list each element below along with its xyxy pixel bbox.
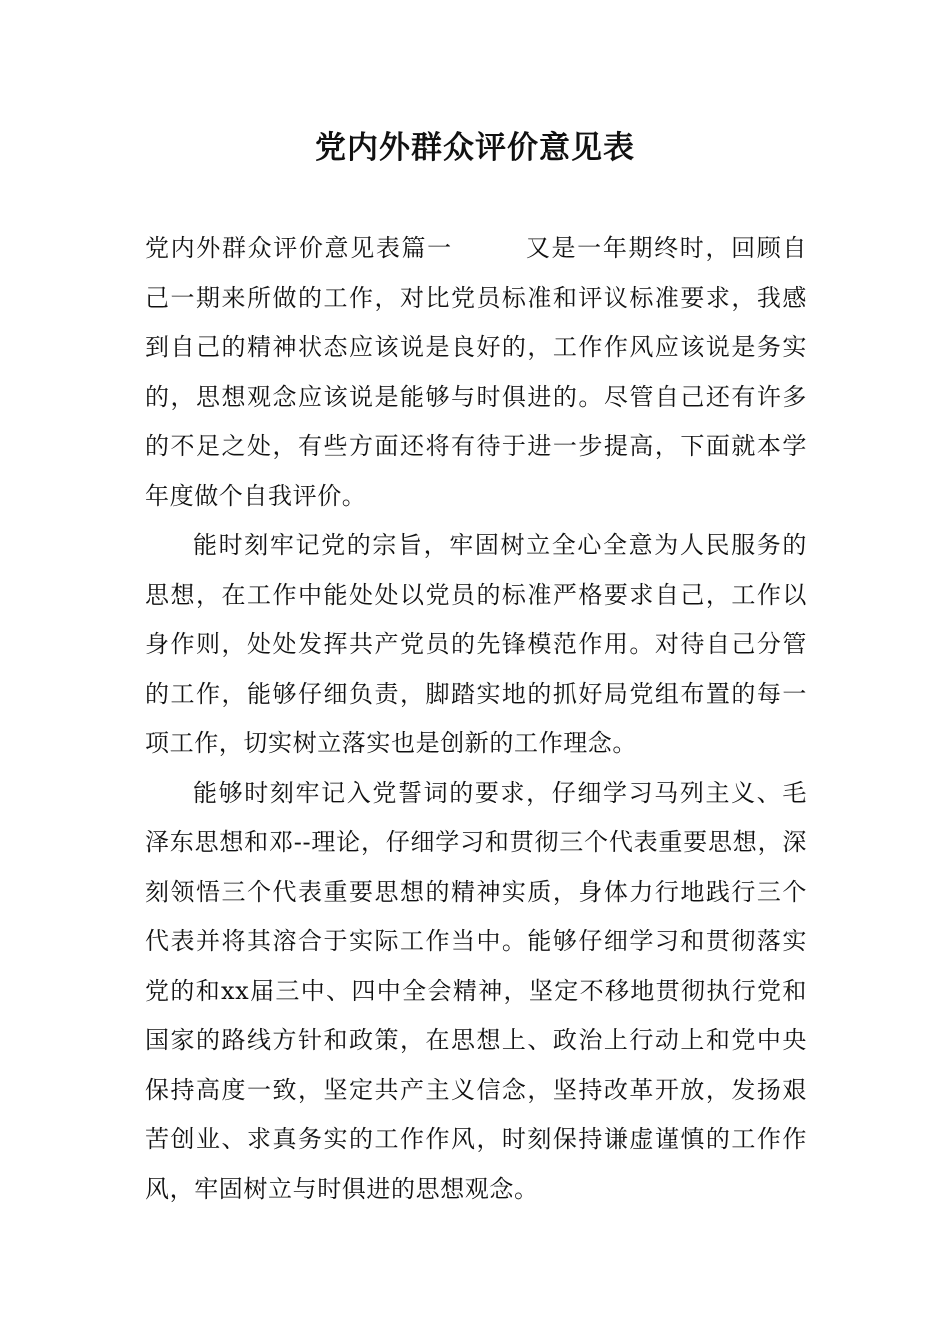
paragraph-1 — [145, 224, 807, 521]
document-body — [145, 224, 807, 1214]
paragraph-3: 能够时刻牢记入党誓词的要求，仔细学习马列主义、毛泽东思想和邓--理论，仔细学习和贯彻三个代表重要思想，深刻领悟三个代表重要思想的精神实质，身体力行地践行三个代表并将其溶合于实际工作当中。能够仔细学习和贯彻落实党的和xx届三中、四中全会精神，坚定不移地贯彻执行党和国家的路线方针和政策，在思想上、政治上行动上和党中央保持高度一致，坚定共产主义信念，坚持改革开放，发扬艰苦创业、求真务实的工作作风，时刻保持谦虚谨慎的工作作风，牢固树立与时俱进的思想观念。 — [145, 778, 807, 1203]
document-title: 党内外群众评价意见表 — [315, 130, 635, 166]
section-heading: 党内外群众评价意见表篇一 — [145, 234, 453, 262]
paragraph-1-text: 又是一年期终时，回顾自己一期来所做的工作，对比党员标准和评议标准要求，我感到自己的精神状态应该说是良好的，工作作风应该说是务实的，思想观念应该说是能够与时俱进的。尽管自己还有许多的不足之处，有些方面还将有待于进一步提高，下面就本学年度做个自我评价。 — [145, 234, 807, 510]
paragraph-2: 能时刻牢记党的宗旨，牢固树立全心全意为人民服务的思想，在工作中能处处以党员的标准严格要求自己，工作以身作则，处处发挥共产党员的先锋模范作用。对待自己分管的工作，能够仔细负责，脚踏实地的抓好局党组布置的每一项工作，切实树立落实也是创新的工作理念。 — [145, 531, 807, 757]
